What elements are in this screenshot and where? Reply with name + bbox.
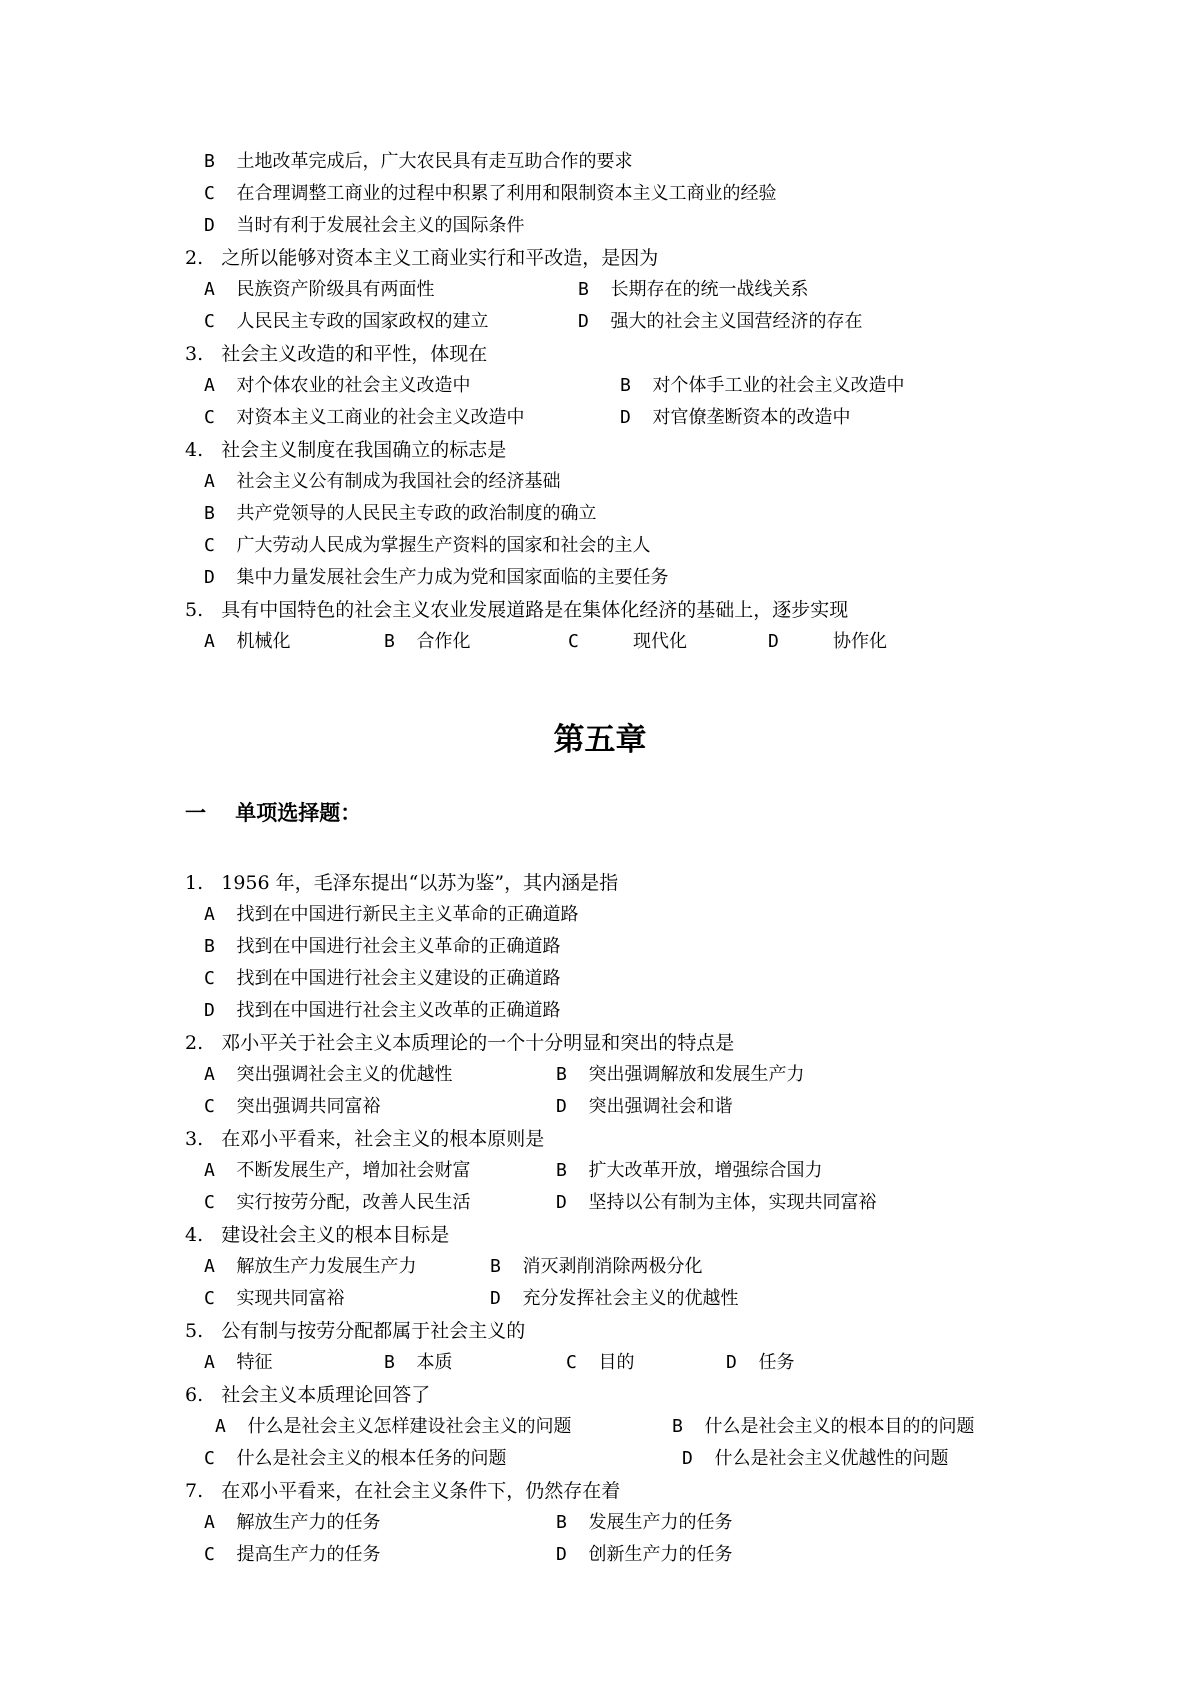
ch5-q5-option-b: B 本质 [384,1352,453,1373]
chapter-title: 第五章 [553,722,647,758]
prev-q3-option-d: D 对官僚垄断资本的改造中 [620,407,851,428]
ch5-q1-option-b: B 找到在中国进行社会主义革命的正确道路 [204,936,561,957]
prev-q5-option-c: C 现代化 [568,631,688,652]
ch5-q5-option-a: A 特征 [204,1352,273,1373]
ch5-q1-option-c: C 找到在中国进行社会主义建设的正确道路 [204,968,561,989]
prev-q5-option-b: B 合作化 [384,631,471,652]
prev-q1-option-d: D 当时有利于发展社会主义的国际条件 [204,215,525,236]
ch5-q7-option-d: D 创新生产力的任务 [556,1544,733,1565]
ch5-q7-stem: 7. 在邓小平看来，在社会主义条件下，仍然存在着 [185,1480,621,1502]
ch5-q6-stem: 6. 社会主义本质理论回答了 [185,1384,431,1406]
ch5-q1-option-a: A 找到在中国进行新民主主义革命的正确道路 [204,904,579,925]
prev-q4-option-d: D 集中力量发展社会生产力成为党和国家面临的主要任务 [204,567,669,588]
prev-q3-option-a: A 对个体农业的社会主义改造中 [204,375,471,396]
ch5-q7-option-c: C 提高生产力的任务 [204,1544,381,1565]
prev-q5-stem: 5. 具有中国特色的社会主义农业发展道路是在集体化经济的基础上，逐步实现 [185,599,849,621]
ch5-q7-option-a: A 解放生产力的任务 [204,1512,381,1533]
ch5-q3-option-b: B 扩大改革开放，增强综合国力 [556,1160,823,1181]
ch5-q5-option-d: D 任务 [726,1352,795,1373]
ch5-q2-stem: 2. 邓小平关于社会主义本质理论的一个十分明显和突出的特点是 [185,1032,735,1054]
ch5-q5-option-c: C 目的 [566,1352,635,1373]
prev-q4-stem: 4. 社会主义制度在我国确立的标志是 [185,439,507,461]
ch5-q3-option-d: D 坚持以公有制为主体，实现共同富裕 [556,1192,877,1213]
ch5-q4-option-c: C 实现共同富裕 [204,1288,345,1309]
prev-q2-stem: 2. 之所以能够对资本主义工商业实行和平改造，是因为 [185,247,659,269]
ch5-q1-stem: 1. 1956 年，毛泽东提出“以苏为鉴”，其内涵是指 [185,872,619,894]
prev-q4-option-c: C 广大劳动人民成为掌握生产资料的国家和社会的主人 [204,535,651,556]
prev-q2-option-a: A 民族资产阶级具有两面性 [204,279,435,300]
prev-q2-option-b: B 长期存在的统一战线关系 [578,279,809,300]
prev-q3-stem: 3. 社会主义改造的和平性，体现在 [185,343,488,365]
prev-q1-option-b: B 土地改革完成后，广大农民具有走互助合作的要求 [204,151,633,172]
ch5-q7-option-b: B 发展生产力的任务 [556,1512,733,1533]
prev-q5-option-d: D 协作化 [768,631,888,652]
prev-q4-option-a: A 社会主义公有制成为我国社会的经济基础 [204,471,561,492]
prev-q1-option-c: C 在合理调整工商业的过程中积累了利用和限制资本主义工商业的经验 [204,183,777,204]
ch5-q3-option-c: C 实行按劳分配，改善人民生活 [204,1192,471,1213]
ch5-q2-option-c: C 突出强调共同富裕 [204,1096,381,1117]
ch5-q1-option-d: D 找到在中国进行社会主义改革的正确道路 [204,1000,561,1021]
ch5-q4-option-d: D 充分发挥社会主义的优越性 [490,1288,739,1309]
prev-q2-option-d: D 强大的社会主义国营经济的存在 [578,311,863,332]
ch5-q2-option-b: B 突出强调解放和发展生产力 [556,1064,805,1085]
ch5-q4-stem: 4. 建设社会主义的根本目标是 [185,1224,450,1246]
ch5-q6-option-c: C 什么是社会主义的根本任务的问题 [204,1448,507,1469]
ch5-q4-option-a: A 解放生产力发展生产力 [204,1256,417,1277]
ch5-q6-option-b: B 什么是社会主义的根本目的的问题 [672,1416,975,1437]
ch5-q6-option-d: D 什么是社会主义优越性的问题 [682,1448,949,1469]
ch5-q4-option-b: B 消灭剥削消除两极分化 [490,1256,703,1277]
section-title: 一 单项选择题： [185,801,362,825]
prev-q4-option-b: B 共产党领导的人民民主专政的政治制度的确立 [204,503,597,524]
ch5-q2-option-a: A 突出强调社会主义的优越性 [204,1064,453,1085]
ch5-q6-option-a: A 什么是社会主义怎样建设社会主义的问题 [215,1416,572,1437]
prev-q3-option-c: C 对资本主义工商业的社会主义改造中 [204,407,525,428]
ch5-q3-option-a: A 不断发展生产，增加社会财富 [204,1160,471,1181]
ch5-q5-stem: 5. 公有制与按劳分配都属于社会主义的 [185,1320,526,1342]
prev-q5-option-a: A 机械化 [204,631,291,652]
prev-q3-option-b: B 对个体手工业的社会主义改造中 [620,375,905,396]
prev-q2-option-c: C 人民民主专政的国家政权的建立 [204,311,489,332]
ch5-q3-stem: 3. 在邓小平看来，社会主义的根本原则是 [185,1128,545,1150]
ch5-q2-option-d: D 突出强调社会和谐 [556,1096,733,1117]
